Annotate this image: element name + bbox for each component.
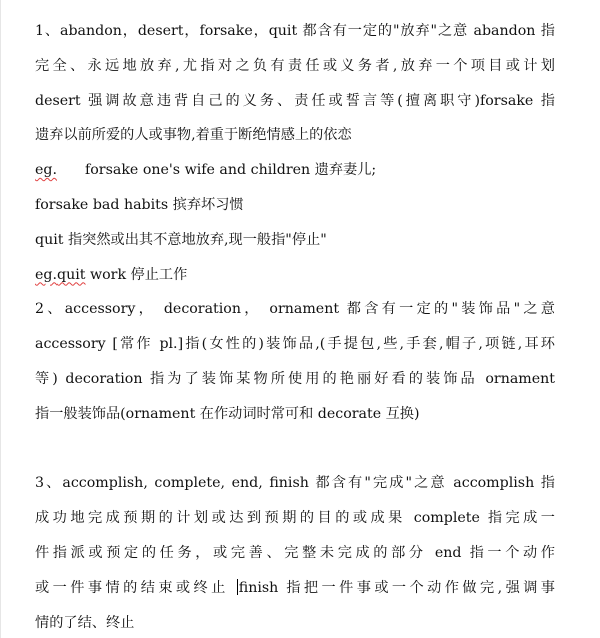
text-line-8-rest: work 停止工作 <box>85 266 188 283</box>
text-line-3: desert 强调故意违背自己的义务、责任或誓言等(擅离职守)forsake 指 <box>35 92 555 109</box>
text-line-9: 2、accessory， decoration， ornament 都含有一定的"装饰品"之意 <box>35 301 555 318</box>
text-cursor <box>237 579 238 595</box>
text-line-1: 1、abandon，desert，forsake，quit 都含有一定的"放弃"之意 abandon 指 <box>35 23 555 39</box>
text-line-17: 情的了结、终止 <box>35 614 135 631</box>
text-line-13: 3、accomplish, complete, end, finish 都含有"完成"之意 accomplish 指 <box>35 475 555 492</box>
text-line-2: 完全、永远地放弃,尤指对之负有责任或义务者,放弃一个项目或计划 <box>35 57 555 74</box>
forsake-word: forsake <box>85 162 139 179</box>
text-line-11: 等) decoration 指为了装饰某物所使用的艳丽好看的装饰品 ornament <box>35 370 555 387</box>
text-line-7: quit 指突然或出其不意地放弃,现一般指"停止" <box>35 231 327 248</box>
eg-quit-prefix: eg. <box>35 266 57 283</box>
eg-quit-label <box>35 267 85 283</box>
eg-quit-word: quit <box>57 266 86 283</box>
eg-label: eg. <box>35 162 57 179</box>
text-line-15: 件指派或预定的任务，或完善、完整未完成的部分 end 指一个动作 <box>35 544 555 561</box>
document-body[interactable] <box>35 14 555 638</box>
text-line-16-end: inish 指把一件事或一个动作做完,强调事 <box>248 579 555 596</box>
text-line-16-start: 或一件事情的结束或终止 <box>35 579 237 596</box>
text-line-4: 遗弃以前所爱的人或事物,着重于断绝情感上的依恋 <box>35 127 352 144</box>
text-line-14: 成功地完成预期的计划或达到预期的目的或成果 complete 指完成一 <box>35 510 555 527</box>
text-line-5 <box>35 153 555 188</box>
text-line-6: forsake bad habits 摈弃坏习惯 <box>35 196 244 213</box>
text-line-5-rest: one's wife and children 遗弃妻儿; <box>142 162 377 179</box>
blank-line <box>35 432 555 467</box>
text-line-8 <box>35 258 555 293</box>
text-line-16 <box>35 571 555 606</box>
caret-letter: f <box>238 579 249 596</box>
text-line-10: accessory [常作 pl.]指(女性的)装饰品,(手提包,些,手套,帽子,项链,耳环 <box>35 336 555 353</box>
text-line-12: 指一般装饰品(ornament 在作动词时常可和 decorate 互换) <box>35 405 420 422</box>
